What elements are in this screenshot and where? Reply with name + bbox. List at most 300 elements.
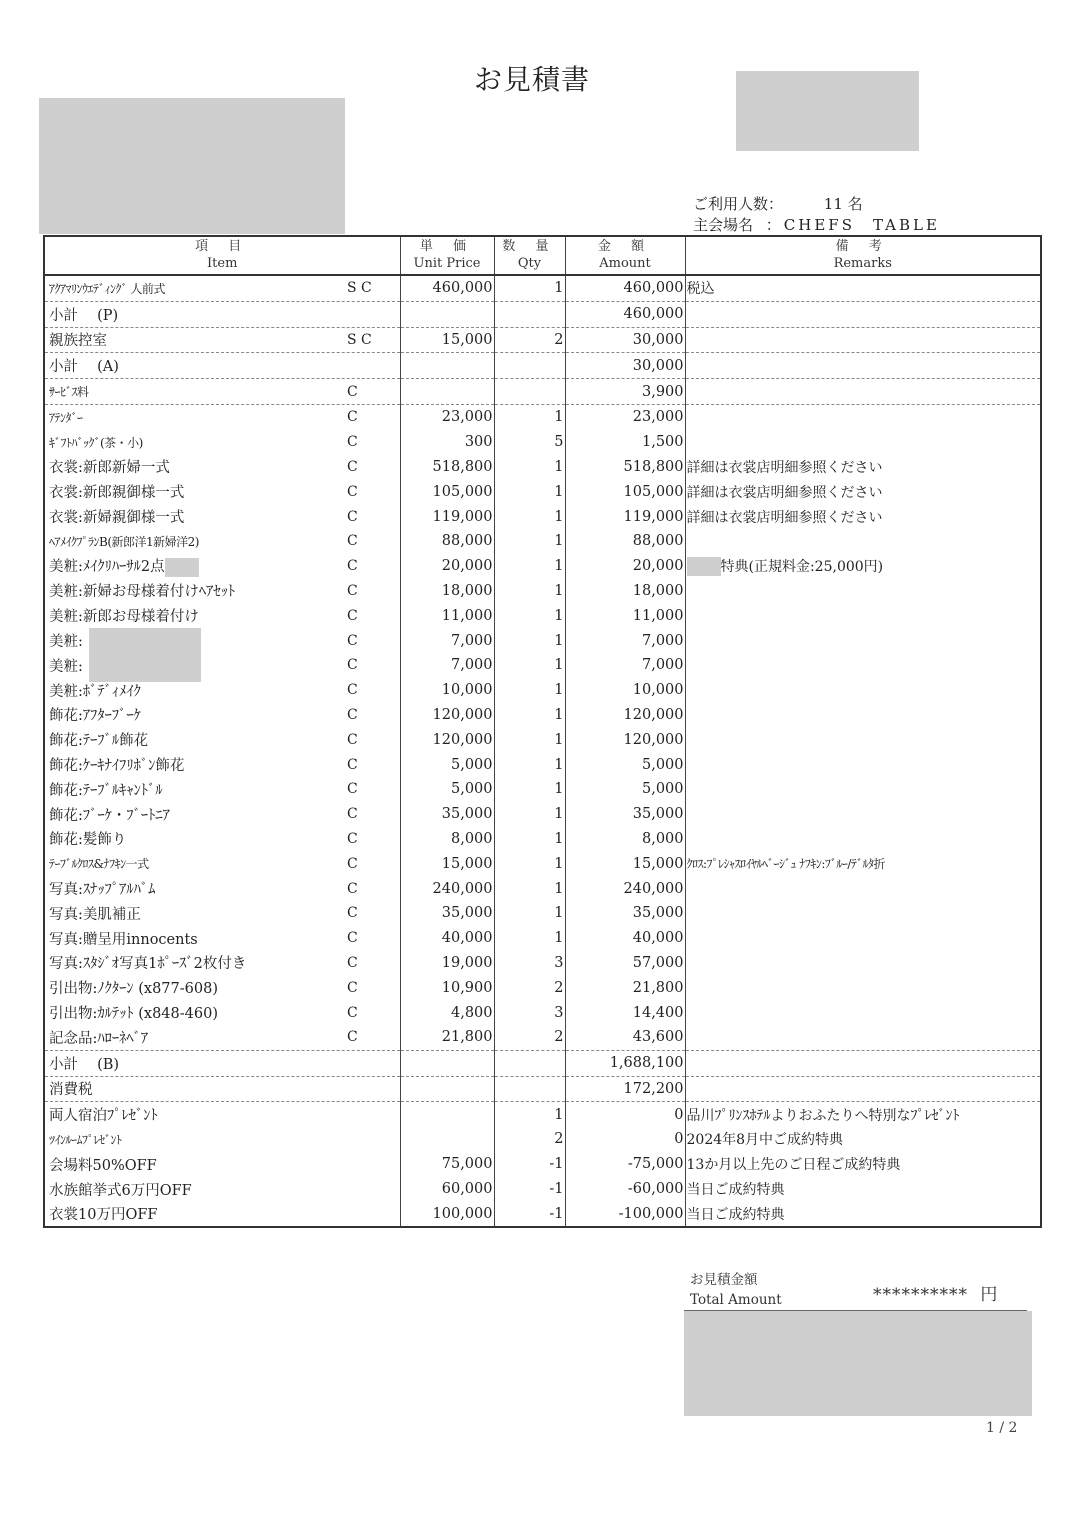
item-code: C bbox=[347, 756, 358, 773]
remark-text: 品川ﾌﾟﾘﾝｽﾎﾃﾙよりおふたりへ特別なﾌﾟﾚｾﾞﾝﾄ bbox=[686, 1107, 960, 1124]
row-amount: -75,000 bbox=[565, 1152, 685, 1177]
item-code: C bbox=[347, 979, 358, 996]
row-item bbox=[44, 827, 400, 852]
remark-text: 特典(正規料金:25,000円) bbox=[720, 558, 884, 575]
table-row bbox=[44, 777, 1041, 802]
item-label: ｱﾃﾝﾀﾞｰ bbox=[49, 410, 83, 425]
item-code: C bbox=[347, 706, 358, 723]
row-qty: 1 bbox=[494, 579, 565, 604]
row-amount: 172,200 bbox=[565, 1076, 685, 1102]
row-amount: 35,000 bbox=[565, 901, 685, 926]
row-unit-price: 8,000 bbox=[400, 827, 494, 852]
row-unit-price: 518,800 bbox=[400, 455, 494, 480]
item-code: C bbox=[347, 434, 358, 451]
row-remarks bbox=[685, 430, 1041, 455]
row-item bbox=[44, 653, 400, 678]
row-unit-price: 120,000 bbox=[400, 727, 494, 752]
row-qty: 1 bbox=[494, 703, 565, 728]
row-amount: 11,000 bbox=[565, 603, 685, 628]
row-item bbox=[44, 777, 400, 802]
table-row bbox=[44, 1050, 1041, 1076]
row-amount: 1,500 bbox=[565, 430, 685, 455]
redacted-text bbox=[687, 557, 721, 576]
row-unit-price: 10,000 bbox=[400, 678, 494, 703]
item-label: 美粧:新郎お母様着付け bbox=[49, 609, 199, 626]
row-item bbox=[44, 455, 400, 480]
guest-count-label: ご利用人数： bbox=[693, 195, 784, 213]
table-row bbox=[44, 479, 1041, 504]
table-row bbox=[44, 554, 1041, 579]
row-unit-price: 10,900 bbox=[400, 975, 494, 1000]
row-remarks bbox=[685, 1152, 1041, 1177]
row-item bbox=[44, 1000, 400, 1025]
row-remarks bbox=[685, 455, 1041, 480]
row-unit-price: 105,000 bbox=[400, 479, 494, 504]
item-label: ﾂｲﾝﾙｰﾑﾌﾟﾚｾﾞﾝﾄ bbox=[49, 1132, 122, 1147]
item-code: C bbox=[347, 954, 358, 971]
table-row bbox=[44, 926, 1041, 951]
item-label: 美粧:ﾒｲｸﾘﾊｰｻﾙ2点 bbox=[49, 559, 165, 576]
row-amount: 7,000 bbox=[565, 653, 685, 678]
row-amount: 8,000 bbox=[565, 827, 685, 852]
table-row bbox=[44, 628, 1041, 653]
item-code: C bbox=[347, 558, 358, 575]
remark-text: 詳細は衣裳店明細参照ください bbox=[686, 484, 883, 501]
table-body bbox=[44, 275, 1041, 1227]
table-row bbox=[44, 1201, 1041, 1227]
remark-text: 2024年8月中ご成約特典 bbox=[686, 1132, 844, 1149]
item-label: 衣裳:新郎親御様一式 bbox=[49, 485, 185, 502]
row-unit-price: 18,000 bbox=[400, 579, 494, 604]
row-qty: 1 bbox=[494, 851, 565, 876]
row-remarks bbox=[685, 1076, 1041, 1102]
row-remarks bbox=[685, 802, 1041, 827]
item-label: 写真:ｽﾅｯﾌﾟｱﾙﾊﾞﾑ bbox=[49, 882, 156, 899]
row-amount: 240,000 bbox=[565, 876, 685, 901]
row-unit-price: 300 bbox=[400, 430, 494, 455]
row-unit-price: 119,000 bbox=[400, 504, 494, 529]
row-qty: 1 bbox=[494, 404, 565, 429]
table-header-row bbox=[44, 236, 1041, 275]
item-label: 引出物:ｶﾙﾃｯﾄ (x848-460) bbox=[49, 1006, 218, 1022]
table-row bbox=[44, 827, 1041, 852]
row-unit-price: 11,000 bbox=[400, 603, 494, 628]
item-label: 記念品:ﾊﾛｰﾈﾍﾞｱ bbox=[49, 1030, 149, 1047]
item-label: 美粧: bbox=[49, 658, 83, 675]
row-remarks bbox=[685, 876, 1041, 901]
table-row bbox=[44, 455, 1041, 480]
row-amount: 40,000 bbox=[565, 926, 685, 951]
row-qty: 1 bbox=[494, 628, 565, 653]
item-code: C bbox=[347, 458, 358, 475]
remark-text: 13か月以上先のご日程ご成約特典 bbox=[686, 1157, 901, 1174]
table-row bbox=[44, 603, 1041, 628]
row-item bbox=[44, 1127, 400, 1152]
row-unit-price: 120,000 bbox=[400, 703, 494, 728]
remark-text: 税込 bbox=[686, 281, 715, 298]
item-code: C bbox=[347, 682, 358, 699]
row-remarks bbox=[685, 653, 1041, 678]
table-row bbox=[44, 275, 1041, 301]
row-remarks bbox=[685, 353, 1041, 379]
row-item bbox=[44, 1177, 400, 1202]
row-remarks bbox=[685, 1050, 1041, 1076]
header-remarks: 備 考 Remarks bbox=[685, 236, 1041, 275]
table-row bbox=[44, 353, 1041, 379]
header-qty: 数 量 Qty bbox=[494, 236, 565, 275]
row-remarks bbox=[685, 951, 1041, 976]
item-label: 飾花:髪飾り bbox=[49, 832, 127, 849]
row-qty: 1 bbox=[494, 554, 565, 579]
row-remarks bbox=[685, 777, 1041, 802]
row-unit-price: 4,800 bbox=[400, 1000, 494, 1025]
table-row bbox=[44, 1152, 1041, 1177]
row-qty: 1 bbox=[494, 827, 565, 852]
item-label: 水族館挙式6万円OFF bbox=[49, 1182, 192, 1199]
row-qty: 3 bbox=[494, 951, 565, 976]
row-unit-price: 60,000 bbox=[400, 1177, 494, 1202]
row-item bbox=[44, 275, 400, 301]
item-code: C bbox=[347, 657, 358, 674]
venue-label: 主会場名 bbox=[693, 216, 754, 234]
row-amount: 10,000 bbox=[565, 678, 685, 703]
row-amount: 35,000 bbox=[565, 802, 685, 827]
table-row bbox=[44, 975, 1041, 1000]
row-unit-price: 100,000 bbox=[400, 1201, 494, 1227]
remark-text: 当日ご成約特典 bbox=[686, 1182, 785, 1199]
item-code: C bbox=[347, 855, 358, 872]
row-remarks bbox=[685, 1201, 1041, 1227]
table-row bbox=[44, 327, 1041, 353]
row-item bbox=[44, 1201, 400, 1227]
remark-text: 当日ご成約特典 bbox=[686, 1206, 785, 1223]
row-amount: 0 bbox=[565, 1127, 685, 1152]
item-label: ﾃｰﾌﾞﾙｸﾛｽ&ﾅﾌｷﾝ一式 bbox=[49, 857, 149, 872]
row-amount: 460,000 bbox=[565, 301, 685, 327]
row-remarks bbox=[685, 752, 1041, 777]
row-amount: 518,800 bbox=[565, 455, 685, 480]
item-code: S C bbox=[347, 331, 372, 348]
row-qty: 3 bbox=[494, 1000, 565, 1025]
table-row bbox=[44, 951, 1041, 976]
row-remarks bbox=[685, 851, 1041, 876]
remark-text: 詳細は衣裳店明細参照ください bbox=[686, 459, 883, 476]
row-unit-price: 240,000 bbox=[400, 876, 494, 901]
row-amount: 20,000 bbox=[565, 554, 685, 579]
item-label: 両人宿泊ﾌﾟﾚｾﾞﾝﾄ bbox=[49, 1108, 158, 1125]
redacted-company-stamp bbox=[736, 71, 919, 151]
row-remarks bbox=[685, 275, 1041, 301]
row-amount: 5,000 bbox=[565, 752, 685, 777]
row-remarks bbox=[685, 479, 1041, 504]
row-unit-price bbox=[400, 301, 494, 327]
row-item bbox=[44, 926, 400, 951]
item-code: C bbox=[347, 1004, 358, 1021]
row-amount: -100,000 bbox=[565, 1201, 685, 1227]
row-unit-price bbox=[400, 1102, 494, 1127]
row-item bbox=[44, 901, 400, 926]
item-label: 美粧:ﾎﾞﾃﾞｨﾒｲｸ bbox=[49, 683, 141, 700]
row-qty: 2 bbox=[494, 975, 565, 1000]
row-item bbox=[44, 430, 400, 455]
table-row bbox=[44, 301, 1041, 327]
row-amount: 119,000 bbox=[565, 504, 685, 529]
row-item bbox=[44, 603, 400, 628]
row-item bbox=[44, 353, 400, 379]
item-code: S C bbox=[347, 280, 372, 297]
row-item bbox=[44, 1152, 400, 1177]
item-label: 衣裳:新婦親御様一式 bbox=[49, 510, 185, 527]
row-remarks bbox=[685, 327, 1041, 353]
row-amount: 14,400 bbox=[565, 1000, 685, 1025]
item-label: 飾花:ﾌﾞｰｹ・ﾌﾞｰﾄﾆｱ bbox=[49, 807, 170, 824]
row-item bbox=[44, 1025, 400, 1050]
item-label: 小計 (P) bbox=[49, 307, 119, 324]
row-item bbox=[44, 301, 400, 327]
guest-count bbox=[693, 193, 863, 214]
row-qty: 1 bbox=[494, 1102, 565, 1127]
row-qty bbox=[494, 301, 565, 327]
item-code: C bbox=[347, 880, 358, 897]
guest-count-value: 11 名 bbox=[823, 195, 863, 213]
row-amount: 57,000 bbox=[565, 951, 685, 976]
row-qty: -1 bbox=[494, 1201, 565, 1227]
header-unit-price: 単 価 Unit Price bbox=[400, 236, 494, 275]
table-row bbox=[44, 703, 1041, 728]
row-qty: 1 bbox=[494, 653, 565, 678]
row-item bbox=[44, 1102, 400, 1127]
row-unit-price bbox=[400, 353, 494, 379]
row-remarks bbox=[685, 703, 1041, 728]
row-qty: 2 bbox=[494, 327, 565, 353]
row-unit-price: 35,000 bbox=[400, 802, 494, 827]
row-unit-price: 15,000 bbox=[400, 327, 494, 353]
row-remarks bbox=[685, 926, 1041, 951]
item-code: C bbox=[347, 533, 358, 550]
row-qty: 1 bbox=[494, 603, 565, 628]
row-qty: 1 bbox=[494, 479, 565, 504]
row-remarks bbox=[685, 727, 1041, 752]
row-amount: 88,000 bbox=[565, 529, 685, 554]
total-value: ********** bbox=[873, 1285, 968, 1305]
header-item: 項 目 Item bbox=[44, 236, 400, 275]
row-qty: 1 bbox=[494, 901, 565, 926]
table-row bbox=[44, 579, 1041, 604]
item-label: 飾花:ｱﾌﾀｰﾌﾞｰｹ bbox=[49, 708, 141, 725]
row-qty: 1 bbox=[494, 504, 565, 529]
row-item bbox=[44, 529, 400, 554]
row-unit-price bbox=[400, 1050, 494, 1076]
row-unit-price: 21,800 bbox=[400, 1025, 494, 1050]
item-label: ｻｰﾋﾞｽ料 bbox=[49, 385, 89, 400]
total-amount-label bbox=[690, 1270, 782, 1310]
table-row bbox=[44, 678, 1041, 703]
row-item bbox=[44, 504, 400, 529]
row-unit-price: 7,000 bbox=[400, 628, 494, 653]
row-unit-price bbox=[400, 1127, 494, 1152]
item-code: C bbox=[347, 483, 358, 500]
row-qty: 1 bbox=[494, 529, 565, 554]
row-qty: 1 bbox=[494, 802, 565, 827]
row-qty: 1 bbox=[494, 777, 565, 802]
row-remarks bbox=[685, 827, 1041, 852]
row-qty: 1 bbox=[494, 275, 565, 301]
row-qty: -1 bbox=[494, 1177, 565, 1202]
row-unit-price: 40,000 bbox=[400, 926, 494, 951]
remark-text: 詳細は衣裳店明細参照ください bbox=[686, 509, 883, 526]
estimate-table bbox=[43, 235, 1042, 1228]
table-row bbox=[44, 802, 1041, 827]
row-qty: 1 bbox=[494, 752, 565, 777]
item-label: 美粧: bbox=[49, 634, 83, 651]
item-label: 小計 (A) bbox=[49, 359, 119, 376]
table-row bbox=[44, 404, 1041, 429]
row-amount: -60,000 bbox=[565, 1177, 685, 1202]
table-row bbox=[44, 851, 1041, 876]
item-code: C bbox=[347, 582, 358, 599]
row-remarks bbox=[685, 678, 1041, 703]
total-label-en: Total Amount bbox=[690, 1292, 782, 1308]
document-title: お見積書 bbox=[474, 63, 591, 96]
row-amount: 3,900 bbox=[565, 379, 685, 405]
row-unit-price bbox=[400, 379, 494, 405]
row-item bbox=[44, 628, 400, 653]
row-item bbox=[44, 975, 400, 1000]
row-item bbox=[44, 951, 400, 976]
row-amount: 460,000 bbox=[565, 275, 685, 301]
header-amount: 金 額 Amount bbox=[565, 236, 685, 275]
row-unit-price: 35,000 bbox=[400, 901, 494, 926]
row-qty: -1 bbox=[494, 1152, 565, 1177]
item-label: ｷﾞﾌﾄﾊﾞｯｸﾞ(茶・小) bbox=[49, 435, 143, 450]
table-row bbox=[44, 727, 1041, 752]
row-item bbox=[44, 802, 400, 827]
row-qty: 2 bbox=[494, 1127, 565, 1152]
row-amount: 30,000 bbox=[565, 327, 685, 353]
row-item bbox=[44, 727, 400, 752]
item-label: 会場料50%OFF bbox=[49, 1157, 157, 1174]
row-item bbox=[44, 479, 400, 504]
table-row bbox=[44, 379, 1041, 405]
row-qty bbox=[494, 1050, 565, 1076]
row-qty: 2 bbox=[494, 1025, 565, 1050]
row-remarks bbox=[685, 1000, 1041, 1025]
row-amount: 30,000 bbox=[565, 353, 685, 379]
venue-value: ：CHEFS TABLE bbox=[765, 216, 940, 234]
item-code: C bbox=[347, 409, 358, 426]
row-qty: 1 bbox=[494, 727, 565, 752]
item-code: C bbox=[347, 806, 358, 823]
row-amount: 43,600 bbox=[565, 1025, 685, 1050]
venue-name bbox=[693, 214, 940, 235]
row-qty: 1 bbox=[494, 678, 565, 703]
row-item bbox=[44, 1076, 400, 1102]
row-amount: 105,000 bbox=[565, 479, 685, 504]
row-qty: 1 bbox=[494, 926, 565, 951]
table-row bbox=[44, 653, 1041, 678]
row-amount: 21,800 bbox=[565, 975, 685, 1000]
row-item bbox=[44, 379, 400, 405]
row-unit-price: 460,000 bbox=[400, 275, 494, 301]
item-code: C bbox=[347, 1029, 358, 1046]
row-remarks bbox=[685, 404, 1041, 429]
total-label-jp: お見積金額 bbox=[690, 1272, 758, 1288]
item-code: C bbox=[347, 830, 358, 847]
row-amount: 0 bbox=[565, 1102, 685, 1127]
row-remarks bbox=[685, 1177, 1041, 1202]
row-amount: 23,000 bbox=[565, 404, 685, 429]
row-item bbox=[44, 1050, 400, 1076]
row-qty bbox=[494, 353, 565, 379]
remark-text: ｸﾛｽ:ﾌﾟﾚｼｬｽﾛｲﾔﾙﾍﾞｰｼﾞｭ ﾅﾌｷﾝ:ﾌﾞﾙｰ/ﾃﾞﾙﾀ折 bbox=[686, 857, 885, 872]
redacted-customer-info bbox=[39, 98, 345, 234]
table-row bbox=[44, 504, 1041, 529]
row-qty: 1 bbox=[494, 876, 565, 901]
item-label: 写真:ｽﾀｼﾞｵ写真1ﾎﾟｰｽﾞ2枚付き bbox=[49, 956, 247, 973]
row-amount: 5,000 bbox=[565, 777, 685, 802]
table-row bbox=[44, 901, 1041, 926]
item-label: ﾍｱﾒｲｸﾌﾟﾗﾝB(新郎洋1新婦洋2) bbox=[49, 534, 199, 549]
row-item bbox=[44, 579, 400, 604]
row-remarks bbox=[685, 379, 1041, 405]
item-label: 親族控室 bbox=[49, 333, 107, 350]
item-label: 消費税 bbox=[49, 1082, 93, 1099]
item-label: 飾花:ﾃｰﾌﾞﾙ飾花 bbox=[49, 733, 149, 750]
row-item bbox=[44, 404, 400, 429]
item-label: 写真:贈呈用innocents bbox=[49, 931, 198, 948]
redacted-text bbox=[165, 558, 199, 577]
row-unit-price: 7,000 bbox=[400, 653, 494, 678]
row-remarks bbox=[685, 504, 1041, 529]
row-remarks bbox=[685, 603, 1041, 628]
table-row bbox=[44, 1025, 1041, 1050]
item-code: C bbox=[347, 632, 358, 649]
row-item bbox=[44, 851, 400, 876]
table-row bbox=[44, 876, 1041, 901]
row-remarks bbox=[685, 1025, 1041, 1050]
table-row bbox=[44, 752, 1041, 777]
row-remarks bbox=[685, 628, 1041, 653]
row-unit-price: 5,000 bbox=[400, 752, 494, 777]
item-label: ｱｸｱﾏﾘﾝｳｴﾃﾞｨﾝｸﾞ 人前式 bbox=[49, 281, 165, 296]
row-unit-price: 23,000 bbox=[400, 404, 494, 429]
total-amount-value bbox=[873, 1280, 998, 1305]
item-code: C bbox=[347, 930, 358, 947]
row-unit-price: 5,000 bbox=[400, 777, 494, 802]
row-unit-price: 15,000 bbox=[400, 851, 494, 876]
row-item bbox=[44, 678, 400, 703]
row-unit-price: 20,000 bbox=[400, 554, 494, 579]
row-item bbox=[44, 327, 400, 353]
page-number: 1 / 2 bbox=[986, 1420, 1018, 1436]
row-remarks bbox=[685, 1102, 1041, 1127]
item-label: 飾花:ﾃｰﾌﾞﾙｷｬﾝﾄﾞﾙ bbox=[49, 782, 163, 799]
row-amount: 120,000 bbox=[565, 703, 685, 728]
row-qty: 5 bbox=[494, 430, 565, 455]
table-row bbox=[44, 1000, 1041, 1025]
item-code: C bbox=[347, 607, 358, 624]
table-row bbox=[44, 529, 1041, 554]
table-row bbox=[44, 1127, 1041, 1152]
row-amount: 7,000 bbox=[565, 628, 685, 653]
item-label: 小計 (B) bbox=[49, 1056, 120, 1073]
row-remarks bbox=[685, 901, 1041, 926]
row-item bbox=[44, 703, 400, 728]
row-remarks bbox=[685, 579, 1041, 604]
table-row bbox=[44, 1177, 1041, 1202]
row-remarks bbox=[685, 1127, 1041, 1152]
item-label: 衣裳10万円OFF bbox=[49, 1207, 158, 1224]
